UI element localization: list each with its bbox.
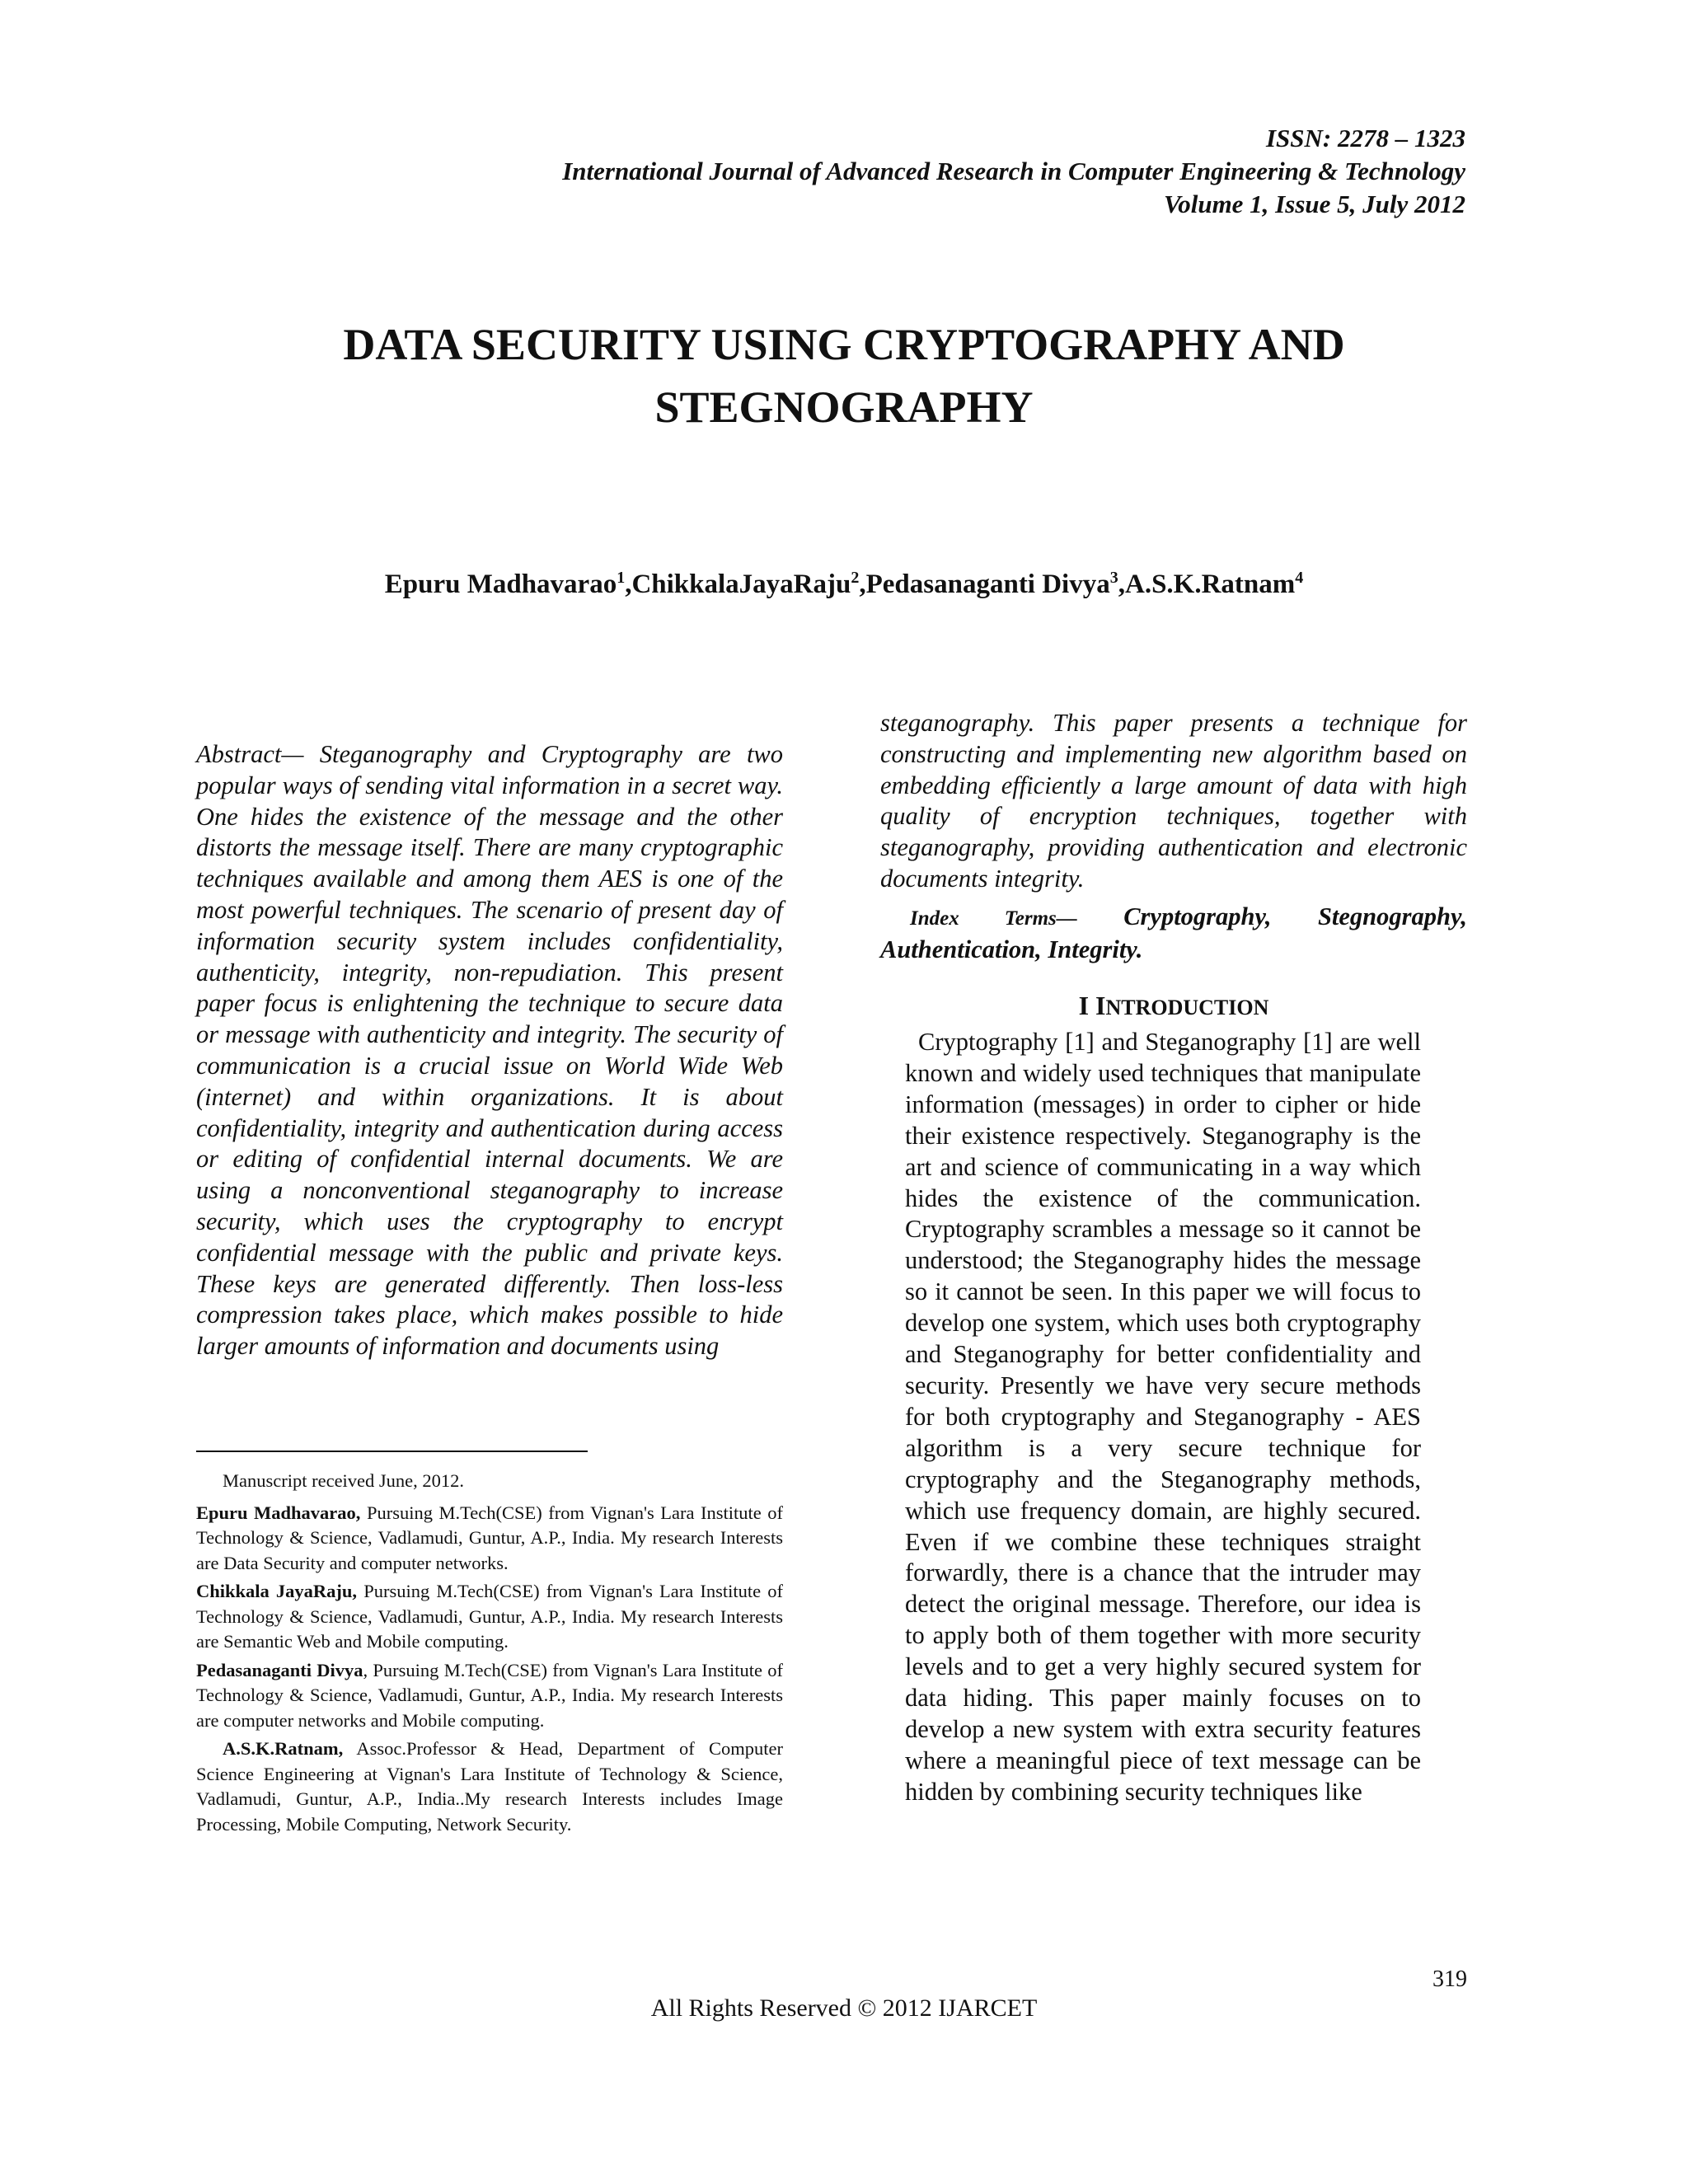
journal-name: International Journal of Advanced Research in Computer Engineering & Technology: [562, 157, 1465, 185]
introduction-paragraph: Cryptography [1] and Steganography [1] are well known and widely used techniques that manipulate information (messages) in order to cipher or hide their existence respectively. Steganography is the art and science of communicating in a way which hides the existence of the communication. Cryptography scrambles a message so it cannot be understood; the Steganography hides the message so it cannot be seen. In this paper we will focus to develop one system, which uses both cryptography and Steganography for better confidentiality and security. Presently we have very secure methods for both cryptography and Steganography - AES algorithm is a very secure technique for cryptography and the Steganography methods, which use frequency domain, are highly secured. Even if we combine these techniques straight forwardly, there is a chance that the intruder may detect the original message. Therefore, our idea is to apply both of them together with more security levels and to get a very highly secured system for data hiding. This paper mainly focuses on to develop a new system with extra security features where a meaningful piece of text message can be hidden by combining security techniques like: [905, 1028, 1421, 1806]
author-name: A.S.K.Ratnam: [1124, 569, 1296, 599]
author-footnote: [196, 1658, 783, 1734]
abstract-paragraph: [196, 739, 783, 1362]
manuscript-note: Manuscript received June, 2012.: [223, 1470, 465, 1491]
abstract-column: [196, 739, 783, 1362]
index-terms-list: Cryptography, Stegnography, Authentication, Integrity.: [880, 902, 1467, 963]
footnote-text: Pursuing M.Tech(CSE) from Vignan's Lara Institute of Technology & Science, Vadlamudi, Guntur, A.P., India. My research Interests are Semantic Web and Mobile computing.: [196, 1581, 784, 1652]
volume-issue: Volume 1, Issue 5, July 2012: [1163, 190, 1465, 218]
author-footnote: [196, 1736, 783, 1837]
author-footnote: [196, 1501, 783, 1577]
index-terms-label: Index Terms—: [910, 907, 1077, 930]
author-affiliation-mark: 4: [1295, 569, 1304, 587]
author-separator: ,: [859, 569, 866, 599]
title-line-2: STEGNOGRAPHY: [654, 382, 1034, 432]
author-affiliation-mark: 3: [1109, 569, 1118, 587]
title-line-1: DATA SECURITY USING CRYPTOGRAPHY AND: [343, 320, 1345, 369]
abstract-continuation-column: [880, 708, 1467, 965]
abstract-text: Steganography and Cryptography are two popular ways of sending vital information in a secret way. One hides the existence of the message and the other distorts the message itself. There are many cryptographic techniques available and among them AES is one of the most powerful techniques. The scenario of present day of information security system includes confidentiality, authenticity, integrity, non-repudiation. This present paper focus is enlightening the technique to secure data or message with authenticity and integrity. The security of communication is a crucial issue on World Wide Web (internet) and within organizations. It is about confidentiality, integrity and authentication during access or editing of confidential internal documents. We are using a nonconventional steganography to increase security, which uses the cryptography to encrypt confidential message with the public and private keys. These keys are generated differently. Then loss-less compression takes place, which makes possible to hide larger amounts of information and documents using: [196, 740, 784, 1361]
author-name: ChikkalaJayaRaju: [631, 569, 851, 599]
abstract-continuation: steganography. This paper presents a technique for constructing and implementing new algorithm based on embedding efficiently a large amount of data with high quality of encryption techniques, together with steganography, providing authentication and electronic documents integrity.: [880, 709, 1467, 893]
introduction-column: [905, 1027, 1421, 1808]
author-separator: ,: [1118, 569, 1125, 599]
footnote-text: Assoc.Professor & Head, Department of Computer Science Engineering at Vignan's Lara Institute of Technology & Science, Vadlamudi, Guntur, A.P., India..My research Interests includes Image Processing, Mobile Computing, Network Security.: [196, 1738, 783, 1835]
footnote-author-name: Chikkala JayaRaju,: [196, 1581, 358, 1601]
heading-rest: NTRODUCTION: [1105, 996, 1269, 1019]
author-footnote: [196, 1579, 783, 1655]
author-name: Epuru Madhavarao: [384, 569, 617, 599]
journal-header: [312, 122, 1465, 221]
author-affiliation-mark: 1: [617, 569, 626, 587]
issn: ISSN: 2278 – 1323: [1265, 124, 1465, 152]
index-terms: [880, 902, 1467, 966]
author-affiliation-mark: 2: [851, 569, 860, 587]
footnote-divider: [196, 1451, 588, 1452]
footnote-text: Pursuing M.Tech(CSE) from Vignan's Lara Institute of Technology & Science, Vadlamudi, Guntur, A.P., India. My research Interests are Data Security and computer networks.: [196, 1502, 783, 1573]
footnotes: [196, 1469, 783, 1840]
author-list: [0, 569, 1688, 600]
abstract-label: Abstract—: [196, 740, 304, 768]
footnote-author-name: Epuru Madhavarao,: [196, 1502, 361, 1523]
heading-initial: I I: [1078, 991, 1106, 1020]
page-number: 319: [1432, 1966, 1467, 1992]
author-separator: ,: [625, 569, 632, 599]
introduction-heading: [880, 991, 1467, 1021]
footnote-author-name: A.S.K.Ratnam,: [223, 1738, 344, 1759]
paper-title: [0, 313, 1688, 438]
author-name: Pedasanaganti Divya: [865, 569, 1110, 599]
footnote-text: , Pursuing M.Tech(CSE) from Vignan's Lara Institute of Technology & Science, Vadlamudi, Guntur, A.P., India. My research Interests are computer networks and Mobile computing.: [196, 1659, 783, 1731]
footnote-author-name: Pedasanaganti Divya: [196, 1659, 363, 1680]
copyright-footer: All Rights Reserved © 2012 IJARCET: [650, 1994, 1038, 2022]
